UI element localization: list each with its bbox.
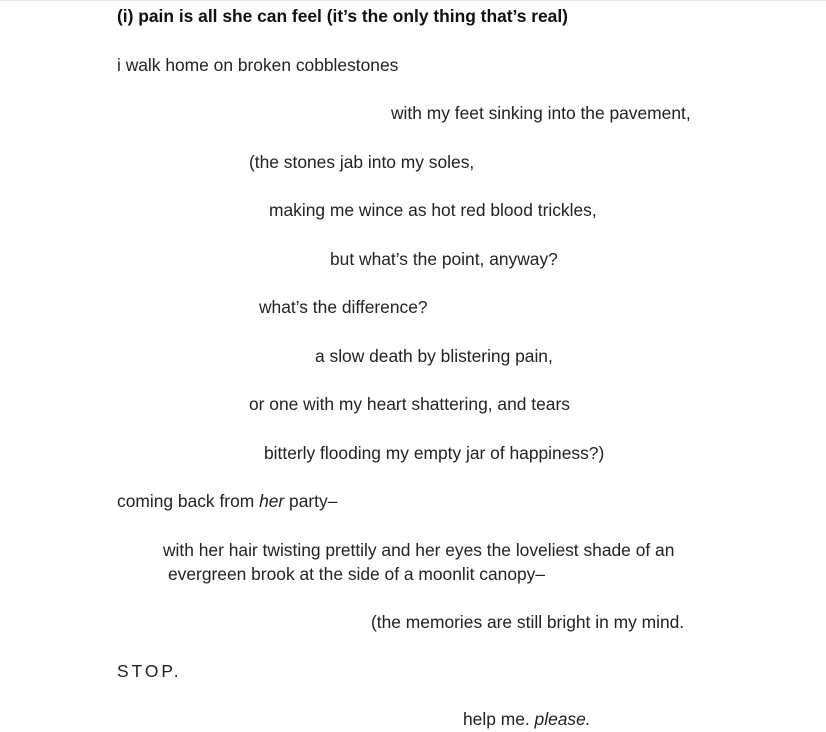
poem-line-3: (the stones jab into my soles, [249, 152, 475, 172]
poem-line-10-start: coming back from [117, 491, 260, 511]
poem-line-4: making me wince as hot red blood trickles, [269, 200, 597, 220]
poem-line-2: with my feet sinking into the pavement, [391, 103, 691, 123]
poem-line-5: but what’s the point, anyway? [330, 249, 558, 269]
poem-line-12: evergreen brook at the side of a moonlit canopy– [168, 564, 546, 584]
poem-line-11: with her hair twisting prettily and her eyes the loveliest shade of an [163, 540, 675, 560]
emphasis-her: her [259, 491, 285, 511]
poem-line-15 [463, 707, 591, 731]
emphasis-please: please. [534, 709, 591, 729]
poem-line-10 [117, 489, 337, 513]
poem-line-7: a slow death by blistering pain, [315, 346, 553, 366]
poem-line-9: bitterly flooding my empty jar of happiness?) [264, 443, 605, 463]
poem-line-8: or one with my heart shattering, and tears [249, 394, 570, 414]
top-divider [0, 0, 826, 1]
poem-line-15-start: help me. [463, 709, 535, 729]
poem-line-6: what’s the difference? [259, 297, 428, 317]
poem-line-10-end: party– [284, 491, 338, 511]
poem-title: (i) pain is all she can feel (it’s the only thing that’s real) [117, 6, 568, 26]
poem-line-13: (the memories are still bright in my mind. [371, 612, 685, 632]
poem-line-stop: STOP. [117, 661, 182, 681]
poem-line-1: i walk home on broken cobblestones [117, 55, 399, 75]
